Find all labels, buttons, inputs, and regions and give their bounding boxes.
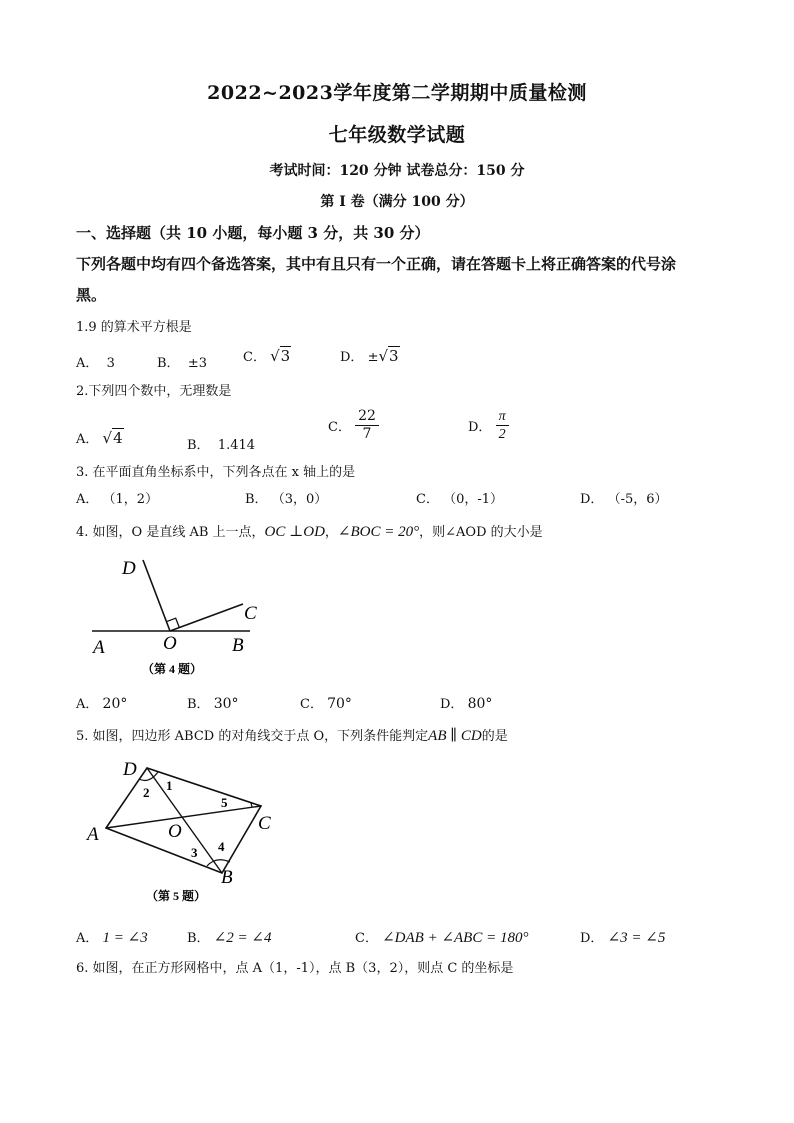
q4-option-c: C． 70° <box>300 696 352 712</box>
q4-label-d: D <box>122 558 136 579</box>
exam-info: 考试时间：120 分钟 试卷总分：150 分 <box>269 163 525 179</box>
q3-stem: 3. 在平面直角坐标系中，下列各点在 x 轴上的是 <box>76 465 356 480</box>
q5-figure <box>80 754 290 914</box>
q1-option-c: C． √3 <box>243 347 291 365</box>
q2-stem: 2.下列四个数中，无理数是 <box>76 384 232 399</box>
q3-option-c: C． （0，-1） <box>416 492 504 507</box>
q3-option-a: A． （1，2） <box>76 492 159 507</box>
q1-option-b: B． ±3 <box>157 356 207 371</box>
q1-option-a: A． 3 <box>76 356 115 371</box>
sqrt-symbol: √4 <box>102 429 123 447</box>
q5-option-c: C． ∠DAB + ∠ABC = 180° <box>355 930 529 946</box>
q5-option-a: A． 1 = ∠3 <box>76 930 148 946</box>
q5-angle-4: 4 <box>218 839 225 854</box>
q5-angle-3: 3 <box>191 845 198 860</box>
section-instruction-line1: 下列各题中均有四个备选答案，其中有且只有一个正确，请在答题卡上将正确答案的代号涂 <box>76 255 677 273</box>
exam-subtitle: 七年级数学试题 <box>328 124 466 146</box>
q4-label-o: O <box>163 633 177 654</box>
q2-option-d: D． $\frac{\pi}{2}$ <box>468 408 509 443</box>
section-heading: 一、选择题（共 10 小题，每小题 3 分，共 30 分） <box>76 224 430 242</box>
q2-option-c: C． $\frac{22}{7}$ <box>328 408 379 443</box>
q2-option-a: A． √4 <box>76 429 123 447</box>
q4-option-d: D． 80° <box>440 696 493 712</box>
q5-stem: 5. 如图，四边形 ABCD 的对角线交于点 O，下列条件能判定AB ∥ CD的是 <box>76 728 508 744</box>
q4-option-a: A． 20° <box>76 696 128 712</box>
sqrt-symbol: √3 <box>270 347 291 365</box>
section-instruction-line2: 黑。 <box>76 286 107 304</box>
q5-label-c: C <box>258 813 271 834</box>
q2-option-b: B． 1.414 <box>187 438 256 453</box>
q5-label-d: D <box>123 759 137 780</box>
q3-option-b: B． （3，0） <box>245 492 328 507</box>
q4-option-b: B． 30° <box>187 696 239 712</box>
q4-caption: （第 4 题） <box>142 662 203 676</box>
fraction: $\frac{\pi}{2}$ <box>496 408 509 443</box>
q5-angle-2: 2 <box>143 785 150 800</box>
part-heading: 第 I 卷（满分 100 分） <box>320 194 474 210</box>
q4-label-b: B <box>232 635 244 656</box>
q4-label-a: A <box>93 637 105 658</box>
q5-label-a: A <box>87 824 99 845</box>
q1-option-d: D． ±√3 <box>340 347 399 365</box>
q5-label-o: O <box>168 821 182 842</box>
q5-angle-5: 5 <box>221 795 228 810</box>
q4-label-c: C <box>244 603 257 624</box>
fraction: $\frac{22}{7}$ <box>355 408 379 443</box>
q6-stem: 6. 如图，在正方形网格中，点 A（1，-1），点 B（3，2），则点 C 的坐标是 <box>76 961 514 976</box>
exam-title: 2022~2023学年度第二学期期中质量检测 <box>207 82 587 104</box>
q5-label-b: B <box>221 867 233 888</box>
q5-angle-1: 1 <box>166 778 173 793</box>
q4-stem: 4. 如图，O 是直线 AB 上一点，OC ⊥OD，∠BOC = 20°，则∠AOD 的大小是 <box>76 524 543 540</box>
q4-figure <box>80 552 280 682</box>
q5-option-b: B． ∠2 = ∠4 <box>187 930 272 946</box>
q3-option-d: D． （-5，6） <box>580 492 668 507</box>
q5-caption: （第 5 题） <box>146 889 207 903</box>
sqrt-symbol: √3 <box>378 347 399 365</box>
q1-stem: 1.9 的算术平方根是 <box>76 320 192 335</box>
q5-option-d: D． ∠3 = ∠5 <box>580 930 666 946</box>
